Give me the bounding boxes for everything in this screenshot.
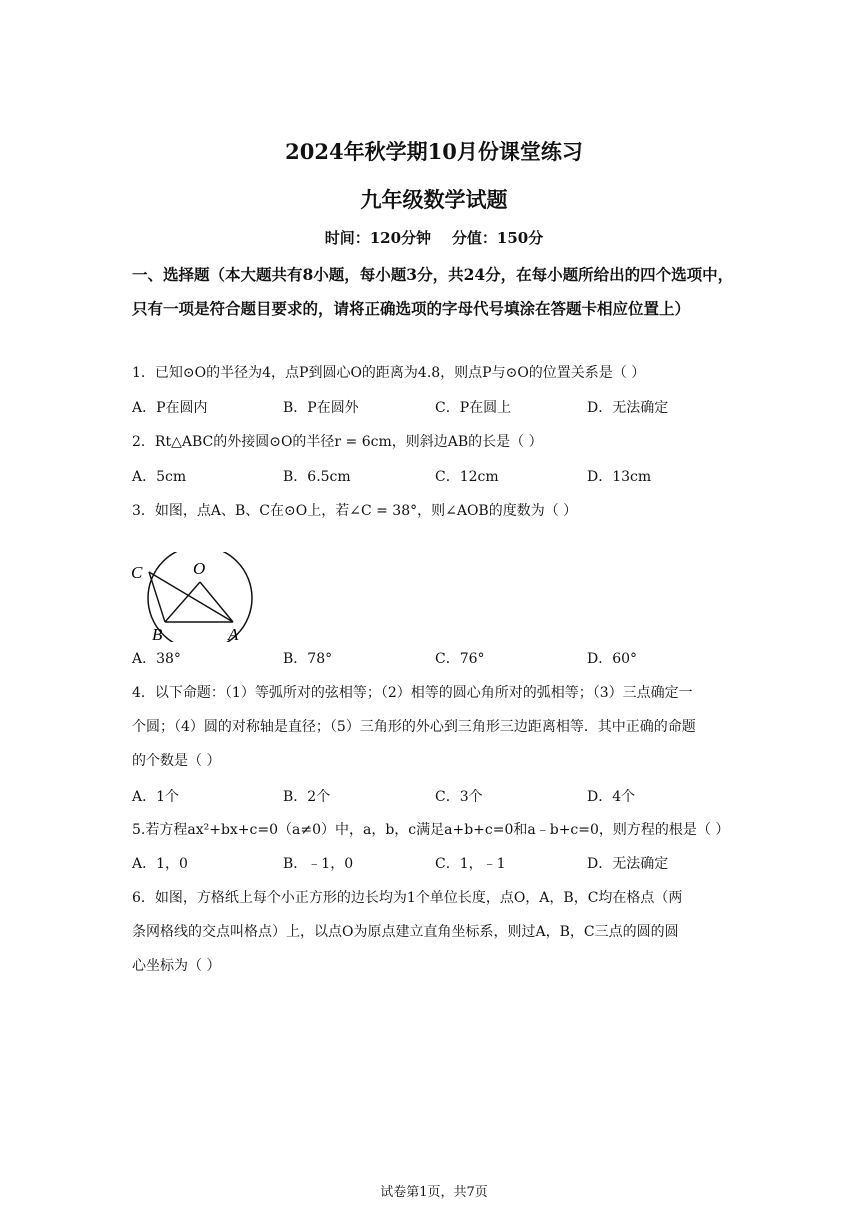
page-footer: 试卷第1页，共7页 — [380, 1185, 488, 1200]
q2-option-c: C．12cm — [435, 469, 499, 485]
segment-oa — [200, 582, 233, 622]
question-1-text: 1．已知⊙O的半径为4，点P到圆心O的距离为4.8，则点P与⊙O的位置关系是（ ） — [132, 365, 646, 381]
q1-option-a: A．P在圆内 — [132, 400, 208, 416]
q4-option-b: B．2个 — [283, 789, 331, 805]
q2-option-b: B．6.5cm — [283, 469, 351, 485]
label-b: B — [152, 625, 163, 642]
q4-option-c: C．3个 — [435, 789, 483, 805]
question-6-line-1: 6．如图，方格纸上每个小正方形的边长均为1个单位长度，点O，A，B，C均在格点（两 — [132, 890, 683, 906]
q3-circle-figure — [128, 552, 258, 642]
question-3-text: 3．如图，点A、B、C在⊙O上，若∠C = 38°，则∠AOB的度数为（ ） — [132, 503, 578, 519]
question-2-text: 2．Rt△ABC的外接圆⊙O的半径r = 6cm，则斜边AB的长是（ ） — [132, 434, 543, 450]
segment-ob — [165, 582, 200, 622]
section-heading: 一、选择题（本大题共有8小题，每小题3分，共24分，在每小题所给出的四个选项中，只有一项是符合题目要求的，请将正确选项的字母代号填涂在答题卡相应位置上） — [132, 265, 734, 318]
q4-option-a: A．1个 — [132, 789, 180, 805]
q5-option-a: A．1，0 — [132, 856, 188, 872]
q3-option-a: A．38° — [132, 651, 181, 667]
exam-title: 2024年秋学期10月份课堂练习 — [285, 139, 583, 164]
question-4-line-1: 4．以下命题：（1）等弧所对的弦相等；（2）相等的圆心角所对的弧相等；（3）三点确定一 — [132, 685, 693, 701]
segment-ca — [149, 572, 233, 622]
question-4-line-2: 个圆；（4）圆的对称轴是直径；（5）三角形的外心到三角形三边距离相等．其中正确的命题 — [132, 719, 696, 735]
q5-option-d: D．无法确定 — [587, 856, 669, 872]
question-6-line-3: 心坐标为（ ） — [132, 958, 221, 974]
exam-subtitle: 九年级数学试题 — [360, 187, 508, 212]
label-o: O — [193, 559, 206, 578]
q1-option-d: D．无法确定 — [587, 400, 669, 416]
exam-meta: 时间：120分钟 分值：150分 — [324, 229, 544, 247]
q2-option-d: D．13cm — [587, 469, 652, 485]
q3-option-d: D．60° — [587, 651, 638, 667]
q1-option-b: B．P在圆外 — [283, 400, 359, 416]
q5-option-c: C．1，﹣1 — [435, 856, 506, 872]
label-a: A — [228, 625, 239, 642]
label-c: C — [131, 563, 143, 582]
question-4-line-3: 的个数是（ ） — [132, 753, 221, 769]
q5-option-b: B．﹣1，0 — [283, 856, 354, 872]
question-5-text: 5.若方程ax²+bx+c=0（a≠0）中，a，b，c满足a+b+c=0和a﹣b+c=0，则方程的根是（ ） — [132, 822, 730, 838]
question-6-line-2: 条网格线的交点叫格点）上，以点O为原点建立直角坐标系，则过A，B，C三点的圆的圆 — [132, 924, 679, 940]
q2-option-a: A．5cm — [132, 469, 187, 485]
q3-option-b: B．78° — [283, 651, 333, 667]
q1-option-c: C．P在圆上 — [435, 400, 512, 416]
q4-option-d: D．4个 — [587, 789, 636, 805]
q3-option-c: C．76° — [435, 651, 485, 667]
